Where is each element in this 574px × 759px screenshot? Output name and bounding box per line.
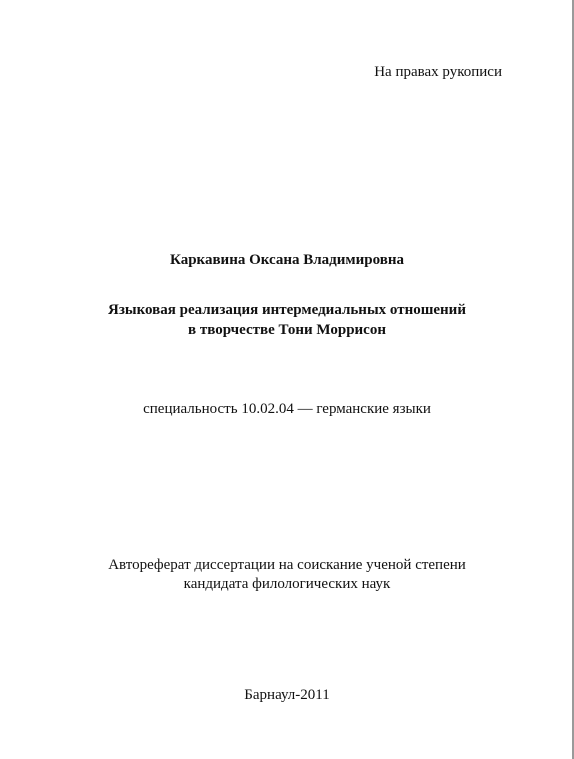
- manuscript-rights-note: На правах рукописи: [374, 64, 502, 80]
- abstract-description-line-1: Автореферат диссертации на соискание ученой степени: [108, 557, 466, 573]
- specialty-line: специальность 10.02.04 — германские языки: [143, 401, 431, 417]
- abstract-description-line-2: кандидата филологических наук: [183, 576, 391, 592]
- dissertation-title-line-1: Языковая реализация интермедиальных отношений: [108, 302, 466, 318]
- dissertation-title-line-2: в творчестве Тони Моррисон: [188, 322, 386, 338]
- author-name: Каркавина Оксана Владимировна: [170, 252, 404, 268]
- place-and-year: Барнаул-2011: [244, 687, 330, 703]
